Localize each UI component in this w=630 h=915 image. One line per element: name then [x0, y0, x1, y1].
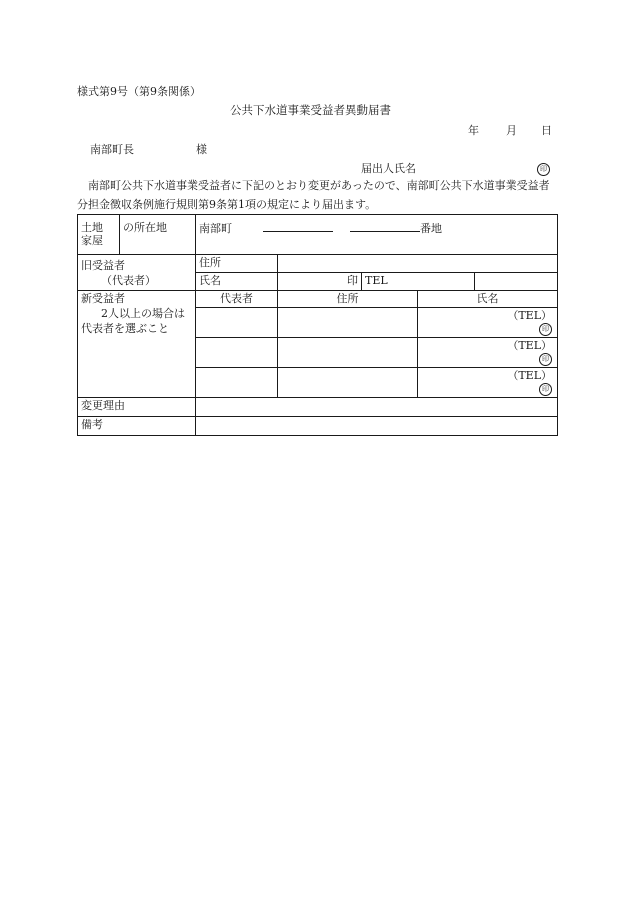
- col-representative: 代表者: [196, 291, 278, 308]
- applicant-seal-mark: [537, 162, 550, 176]
- old-address-field[interactable]: [278, 255, 558, 273]
- change-reason-label: 変更理由: [78, 398, 196, 417]
- old-seal-label: 印: [347, 274, 358, 287]
- applicant-name-label: 届出人氏名: [361, 162, 416, 175]
- new-name-field[interactable]: [418, 338, 558, 368]
- form-number: 様式第9号（第9条関係）: [77, 85, 201, 98]
- old-beneficiary-label: 旧受益者 （代表者）: [78, 255, 196, 291]
- old-extra-field[interactable]: [475, 273, 558, 291]
- date-year-label: 年: [468, 124, 479, 137]
- old-tel-field[interactable]: [362, 273, 475, 291]
- remarks-label: 備考: [78, 417, 196, 436]
- old-tel-label: TEL: [365, 274, 388, 287]
- document-title: 公共下水道事業受益者異動届書: [230, 103, 391, 117]
- representative-cell[interactable]: [196, 368, 278, 398]
- location-label: の所在地: [120, 215, 196, 255]
- old-beneficiary-address-row: [78, 255, 558, 273]
- lot-number-blank: [350, 221, 420, 232]
- location-row: [78, 215, 558, 255]
- old-name-label: 氏名: [196, 273, 278, 291]
- old-address-label: 住所: [196, 255, 278, 273]
- addressee: 南部町長: [90, 143, 134, 156]
- col-address: 住所: [278, 291, 418, 308]
- body-paragraph: 南部町公共下水道事業受益者に下記のとおり変更があったので、南部町公共下水道事業受益者分担金徴収条例施行規則第9条第1項の規定により届出ます。: [77, 179, 550, 211]
- banchi-label: 番地: [420, 222, 442, 235]
- seal-icon: 印: [539, 353, 552, 366]
- new-address-field[interactable]: [278, 338, 418, 368]
- new-beneficiary-label: 新受益者 2人以上の場合は代表者を選ぶこと: [78, 291, 196, 398]
- seal-icon: 印: [539, 383, 552, 396]
- remarks-field[interactable]: [196, 417, 558, 436]
- change-reason-field[interactable]: [196, 398, 558, 417]
- change-reason-row: [78, 398, 558, 417]
- representative-cell[interactable]: [196, 308, 278, 338]
- col-name: 氏名: [418, 291, 558, 308]
- new-name-field[interactable]: [418, 308, 558, 338]
- old-name-field[interactable]: [278, 273, 362, 291]
- location-value-cell[interactable]: [196, 215, 558, 255]
- representative-cell[interactable]: [196, 338, 278, 368]
- remarks-row: [78, 417, 558, 436]
- addressee-honorific: 様: [196, 143, 207, 156]
- date-day-label: 日: [541, 124, 552, 137]
- new-address-field[interactable]: [278, 308, 418, 338]
- new-address-field[interactable]: [278, 368, 418, 398]
- new-name-field[interactable]: [418, 368, 558, 398]
- seal-icon: 印: [537, 163, 550, 176]
- tel-label: （TEL）: [507, 309, 552, 322]
- town-name: 南部町: [199, 222, 232, 235]
- date-month-label: 月: [506, 124, 517, 137]
- district-blank: [263, 221, 333, 232]
- tel-label: （TEL）: [507, 339, 552, 352]
- land-building-label: 土地 家屋: [78, 215, 120, 255]
- seal-icon: 印: [539, 323, 552, 336]
- tel-label: （TEL）: [507, 369, 552, 382]
- notification-form-table: [77, 214, 558, 436]
- new-beneficiary-header-row: [78, 291, 558, 308]
